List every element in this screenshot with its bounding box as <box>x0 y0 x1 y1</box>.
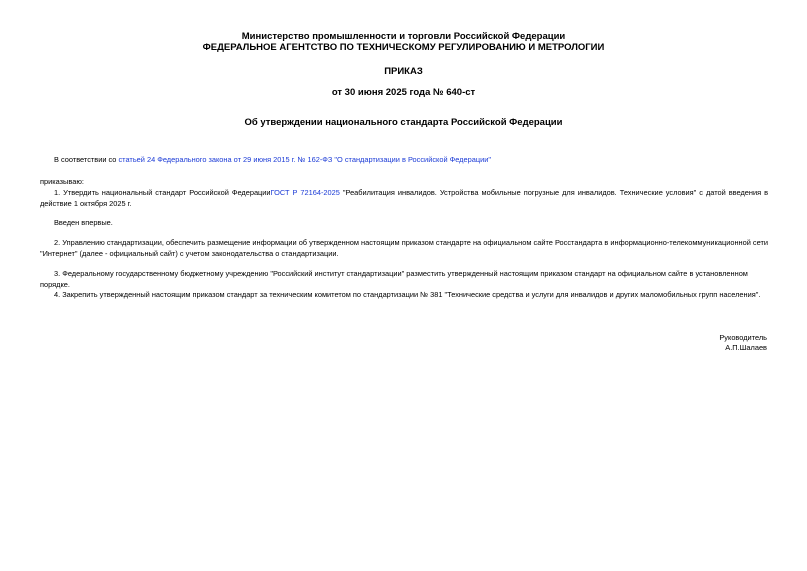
document-type: ПРИКАЗ <box>384 66 423 77</box>
order-word: приказываю: <box>40 177 84 186</box>
first-introduced-note: Введен впервые. <box>54 218 113 227</box>
item-4-paragraph: 4. Закрепить утвержденный настоящим приказом стандарт за техническим комитетом по стандартизации № 381 "Технические средства и услуги для инвалидов и других маломобильных групп населения". <box>54 290 761 299</box>
signature-name: А.П.Шалаев <box>725 343 767 352</box>
document-subject: Об утверждении национального стандарта Российской Федерации <box>244 117 563 128</box>
item-1-rest: "Реабилитация инвалидов. Устройства мобильные погрузные для инвалидов. Технические условия" с датой введения в действие 1 октября 2025 г. <box>40 188 768 208</box>
signature-title: Руководитель <box>719 333 767 342</box>
gost-standard-link[interactable]: ГОСТ Р 72164-2025 <box>270 188 340 197</box>
agency-title: ФЕДЕРАЛЬНОЕ АГЕНТСТВО ПО ТЕХНИЧЕСКОМУ РЕГУЛИРОВАНИЮ И МЕТРОЛОГИИ <box>202 42 605 53</box>
preamble-prefix: В соответствии со <box>54 155 119 164</box>
preamble-paragraph <box>40 155 768 166</box>
item-3-paragraph: 3. Федеральному государственному бюджетному учреждению "Российский институт стандартизации" разместить утвержденный настоящим приказом стандарт на официальном сайте в установленном порядке. <box>40 269 748 289</box>
item-1-prefix: 1. Утвердить национальный стандарт Российской Федерации <box>54 188 271 197</box>
federal-law-link[interactable]: статьей 24 Федерального закона от 29 июня 2015 г. № 162-ФЗ "О стандартизации в Российской Федерации" <box>118 155 491 164</box>
item-1-paragraph <box>40 188 768 209</box>
document-date-number: от 30 июня 2025 года № 640-ст <box>331 87 476 98</box>
item-2-paragraph: 2. Управлению стандартизации, обеспечить размещение информации об утвержденном настоящим приказом стандарте на официальном сайте Росстандарта в информационно-телекоммуникационной сети "Интернет" (далее - официальный сайт) с учетом законодательства о стандартизации. <box>40 238 768 258</box>
ministry-title: Министерство промышленности и торговли Российской Федерации <box>241 31 566 42</box>
